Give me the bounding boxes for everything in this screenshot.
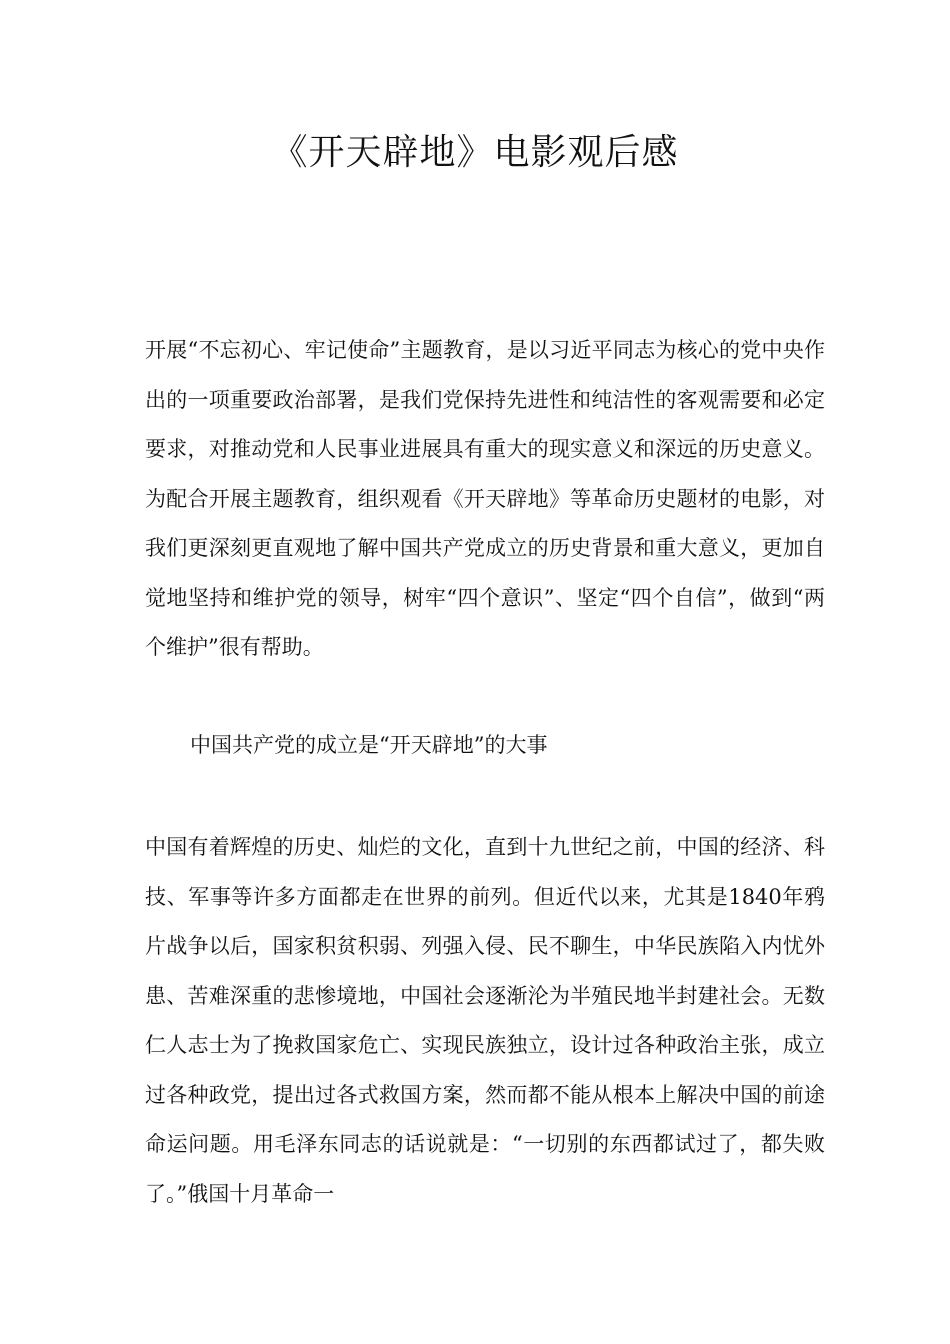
section-heading: 中国共产党的成立是“开天辟地”的大事 (190, 733, 548, 757)
paragraph-intro: 开展“不忘初心、牢记使命”主题教育，是以习近平同志为核心的党中央作出的一项重要政治部署，是我们党保持先进性和纯洁性的客观需要和必定要求，对推动党和人民事业进展具有重大的现实意义和深远的历史意义。为配合开展主题教育，组织观看《开天辟地》等革命历史题材的电影，对我们更深刻更直观地了解中国共产党成立的历史背景和重大意义，更加自觉地坚持和维护党的领导，树牢“四个意识”、坚定“四个自信”，做到“两个维护”很有帮助。 (145, 338, 825, 659)
document-title: 《开天辟地》电影观后感 (271, 132, 679, 173)
paragraph-history: 中国有着辉煌的历史、灿烂的文化，直到十九世纪之前，中国的经济、科技、军事等许多方面都走在世界的前列。但近代以来，尤其是1840年鸦片战争以后，国家积贫积弱、列强入侵、民不聊生，中华民族陷入内忧外患、苦难深重的悲惨境地，中国社会逐渐沦为半殖民地半封建社会。无数仁人志士为了挽救国家危亡、实现民族独立，设计过各种政治主张，成立过各种政党，提出过各式救国方案，然而都不能从根本上解决中国的前途命运问题。用毛泽东同志的话说就是：“一切别的东西都试过了，都失败了。”俄国十月革命一 (145, 835, 825, 1206)
